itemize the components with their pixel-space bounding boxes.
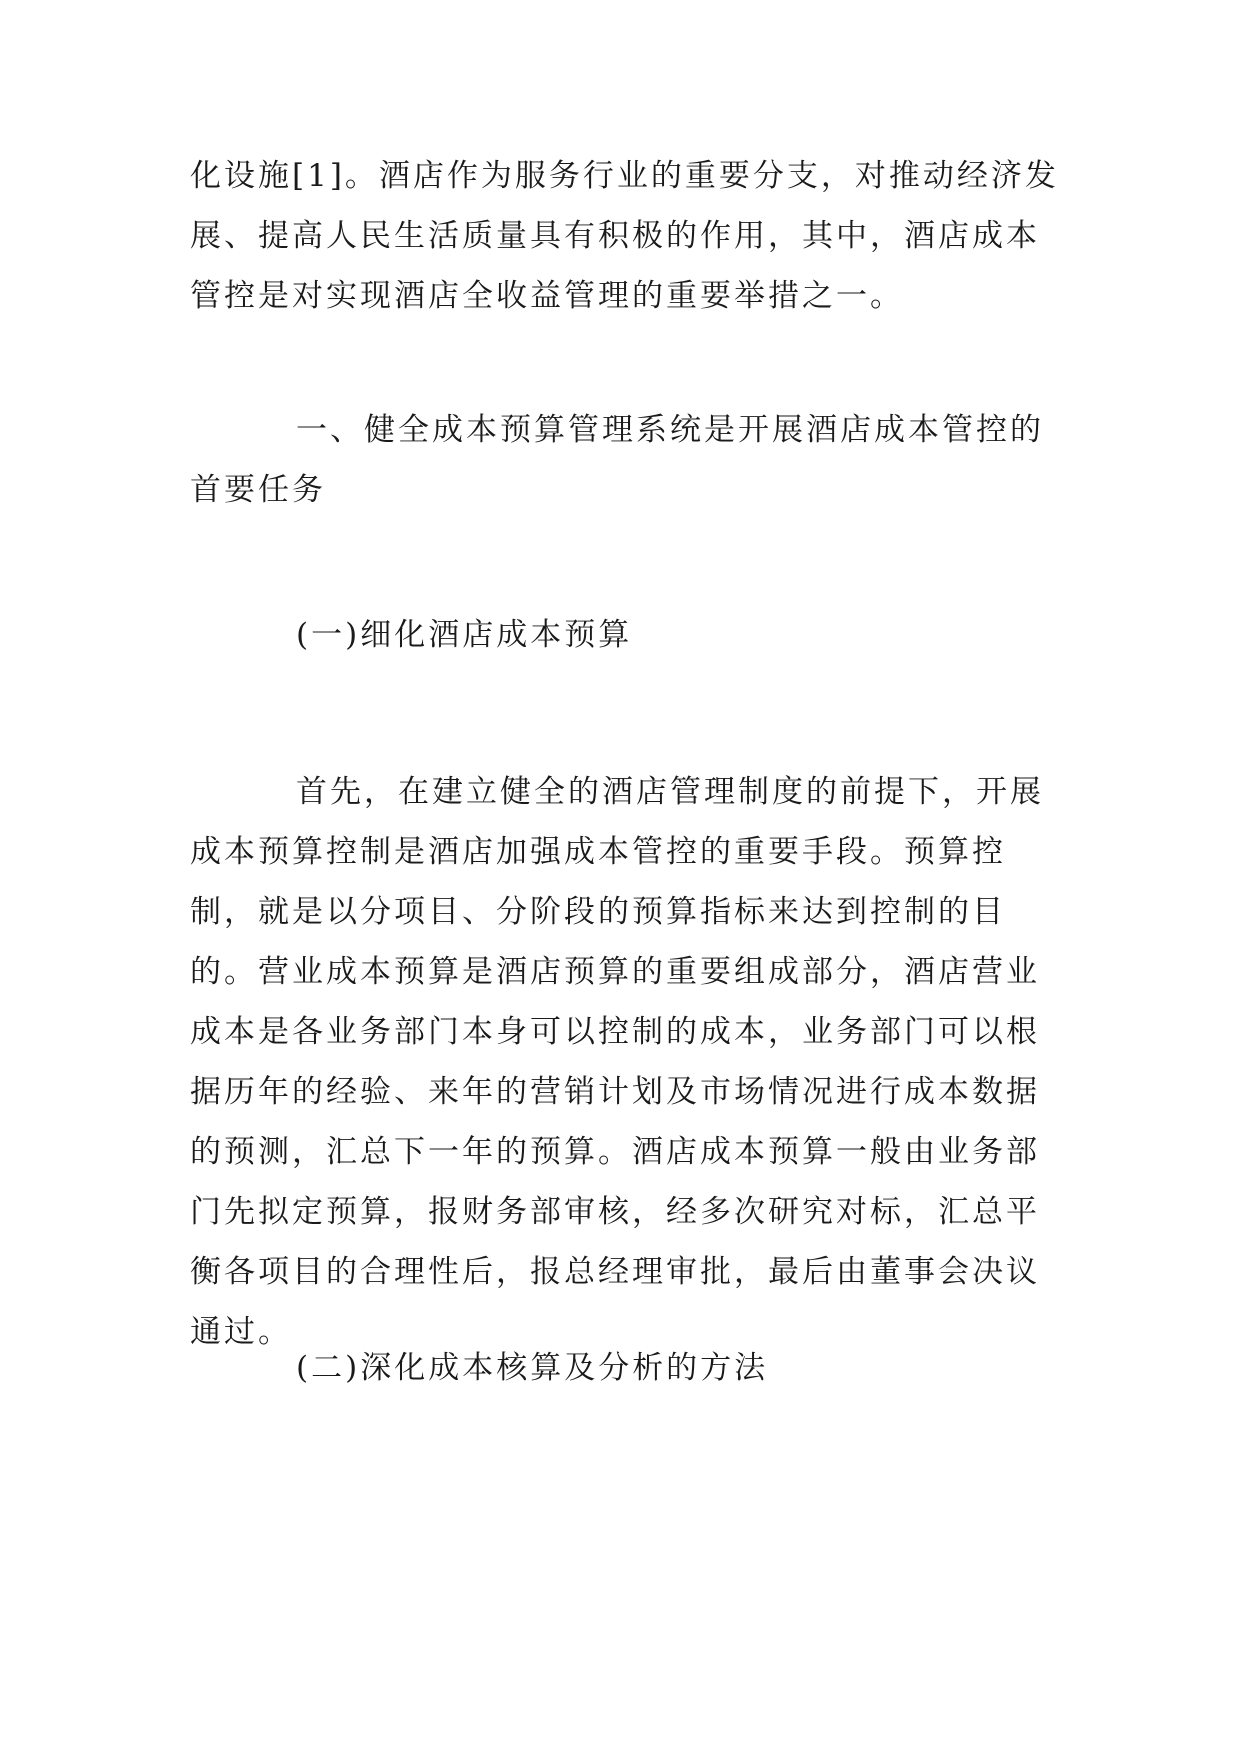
subsection-heading: (一)细化酒店成本预算 [296, 617, 633, 653]
body-paragraph: 首先，在建立健全的酒店管理制度的前提下，开展成本预算控制是酒店加强成本管控的重要手段。预算控制，就是以分项目、分阶段的预算指标来达到控制的目的。营业成本预算是酒店预算的重要组成部分，酒店营业成本是各业务部门本身可以控制的成本，业务部门可以根据历年的经验、来年的营销计划及市场情况进行成本数据的预测，汇总下一年的预算。酒店成本预算一般由业务部门先拟定预算，报财务部审核，经多次研究对标，汇总平衡各项目的合理性后，报总经理审批，最后由董事会决议通过。 [190, 774, 1044, 1350]
section-heading: 一、健全成本预算管理系统是开展酒店成本管控的首要任务 [190, 412, 1044, 508]
intro-paragraph: 化设施[1]。酒店作为服务行业的重要分支，对推动经济发展、提高人民生活质量具有积极的作用，其中，酒店成本管控是对实现酒店全收益管理的重要举措之一。 [190, 158, 1059, 314]
subsection-heading: (二)深化成本核算及分析的方法 [296, 1350, 769, 1386]
